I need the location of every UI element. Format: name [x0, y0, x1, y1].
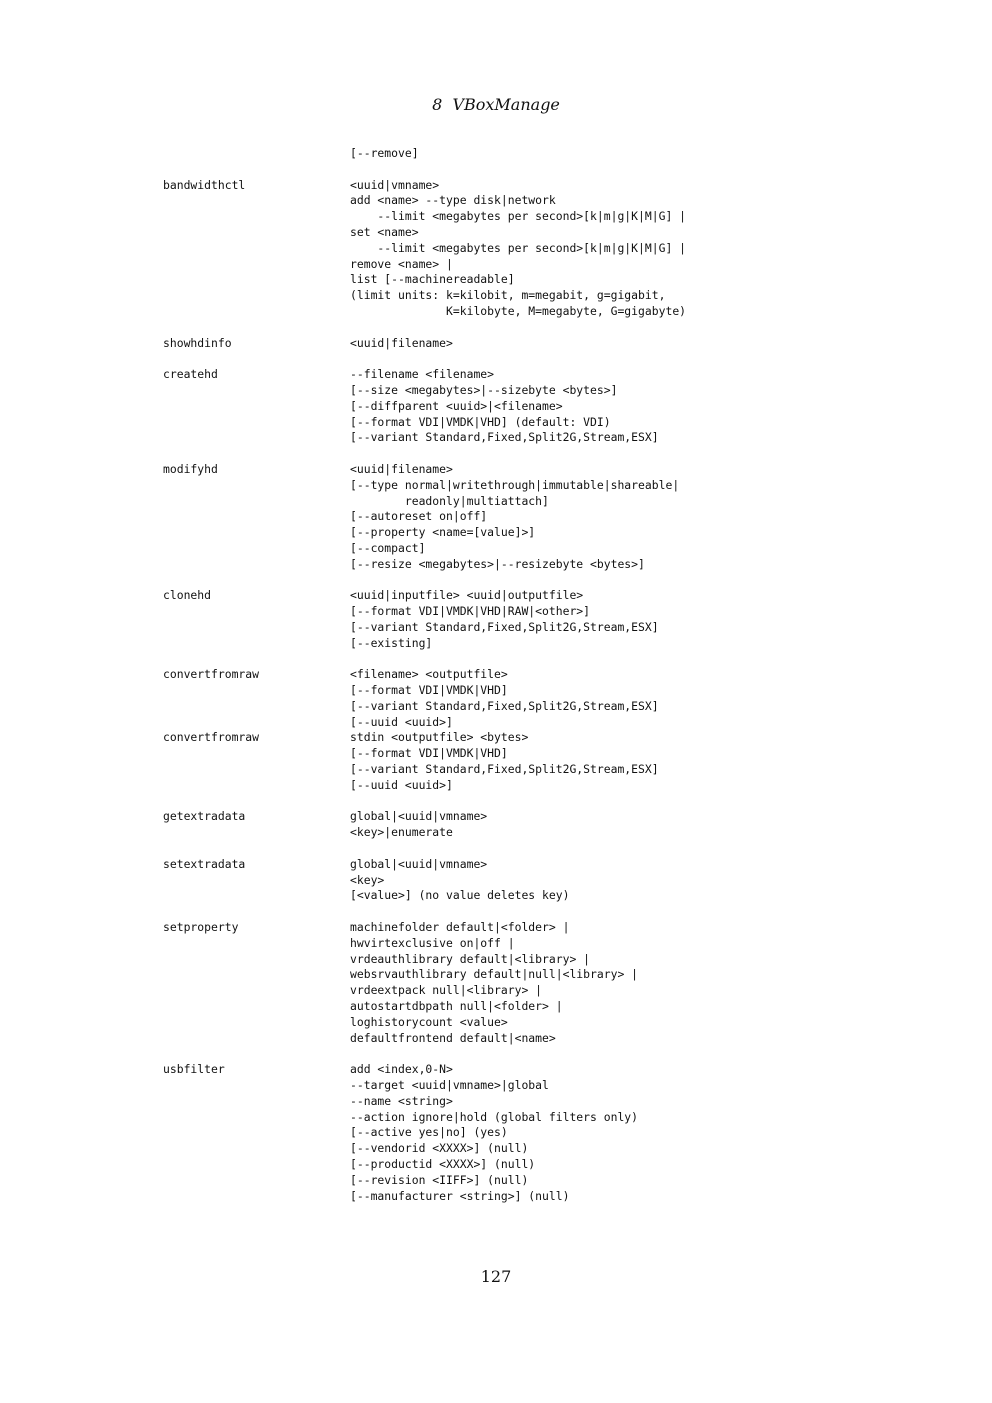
- command-syntax: stdin <outputfile> <bytes> [--format VDI|VMDK|VHD] [--variant Standard,Fixed,Split2G,Stream,ESX] [--uuid <uuid>]: [350, 730, 659, 792]
- command-name: getextradata: [163, 809, 246, 824]
- command-name: [163, 146, 350, 162]
- command-syntax: [--remove]: [350, 146, 419, 160]
- command-syntax: <uuid|filename> [--type normal|writethrough|immutable|shareable| readonly|multiattach] [--autoreset on|off] [--property <name=[value]>] [--compact] [--resize <megabytes>|--resizebyte <bytes>]: [350, 461, 680, 571]
- command-name: convertfromraw: [163, 667, 260, 682]
- command-syntax: --filename <filename> [--size <megabytes>|--sizebyte <bytes>] [--diffparent <uuid>|<filename> [--format VDI|VMDK|VHD] (default: VDI) [--variant Standard,Fixed,Split2G,Stream,ESX]: [350, 367, 659, 445]
- chapter-number: 8: [432, 95, 443, 114]
- command-name: usbfilter: [163, 1062, 225, 1077]
- command-name: showhdinfo: [163, 335, 232, 350]
- synopsis-entry: [163, 462, 863, 573]
- synopsis-entry: [163, 336, 863, 352]
- chapter-title: VBoxManage: [452, 95, 560, 114]
- synopsis-entry: [163, 667, 863, 730]
- synopsis-entry: [163, 920, 863, 1046]
- synopsis-entry: [163, 809, 863, 841]
- command-name: bandwidthctl: [163, 177, 246, 192]
- synopsis-entry: [163, 178, 863, 320]
- synopsis-entry: [163, 730, 863, 793]
- command-syntax: <uuid|inputfile> <uuid|outputfile> [--format VDI|VMDK|VHD|RAW|<other>] [--variant Standard,Fixed,Split2G,Stream,ESX] [--existing]: [350, 588, 659, 650]
- synopsis-entry: [163, 146, 863, 162]
- command-name: modifyhd: [163, 461, 218, 476]
- command-syntax: global|<uuid|vmname> <key>|enumerate: [350, 809, 488, 840]
- command-name: setextradata: [163, 856, 246, 871]
- running-header: [0, 94, 992, 116]
- command-syntax: <uuid|filename>: [350, 335, 453, 350]
- command-name: convertfromraw: [163, 730, 260, 745]
- synopsis-entry: [163, 1062, 863, 1204]
- synopsis-entry: [163, 588, 863, 651]
- command-syntax: <filename> <outputfile> [--format VDI|VMDK|VHD] [--variant Standard,Fixed,Split2G,Stream,ESX] [--uuid <uuid>]: [350, 667, 659, 729]
- command-syntax: <uuid|vmname> add <name> --type disk|network --limit <megabytes per second>[k|m|g|K|M|G] | set <name> --limit <megabytes per second>[k|m|g|K|M|G] | remove <name> | list [--machinereadable] (limit units: k=kilobit, m=megabit, g=gigabit, K=kilobyte, M=megabyte, G=gigabyte): [350, 177, 687, 318]
- synopsis-entry: [163, 857, 863, 904]
- command-name: createhd: [163, 367, 218, 382]
- synopsis-entry: [163, 367, 863, 446]
- command-name: clonehd: [163, 588, 212, 603]
- command-syntax: global|<uuid|vmname> <key> [<value>] (no value deletes key): [350, 856, 570, 903]
- page-number: 127: [480, 1267, 512, 1286]
- command-syntax: add <index,0-N> --target <uuid|vmname>|global --name <string> --action ignore|hold (global filters only) [--active yes|no] (yes) [--vendorid <XXXX>] (null) [--productid <XXXX>] (null) [--revision <IIFF>] (null) [--manufacturer <string>] (null): [350, 1062, 639, 1203]
- command-name: setproperty: [163, 920, 239, 935]
- command-synopsis-list: [163, 146, 863, 1204]
- command-syntax: machinefolder default|<folder> | hwvirtexclusive on|off | vrdeauthlibrary default|<library> | websrvauthlibrary default|null|<library> | vrdeextpack null|<library> | autostartdbpath null|<folder> | loghistorycount <value> defaultfrontend default|<name>: [350, 920, 639, 1045]
